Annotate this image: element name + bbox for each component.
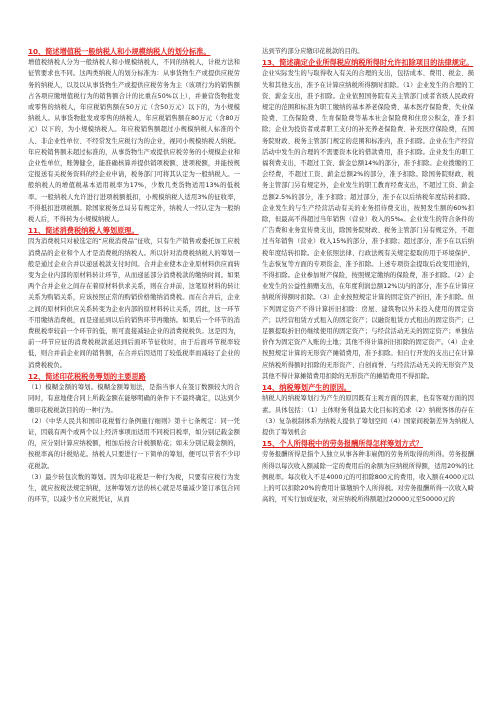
section-paragraph-12-1: （1）模糊金额的筹划。模糊金额筹划法，是指当事人在签订数额较大的合同时，有意地使合同上所载金额在能够明确的条件下不最终确定，以达到少缴印花税税款目的的一种行为。	[28, 384, 240, 414]
section-heading-15: 15、个人所得税中的劳务报酬所得怎样筹划方式？	[262, 439, 423, 449]
section-heading-12: 12、简述印花税税务筹划的主要思路	[28, 371, 146, 381]
right-column	[262, 46, 474, 686]
section-paragraph-12-3: （3）最少转包次数的筹划。因为印花税是一种行为税，只要有应税行为发生，就应按税法规定纳税，这种筹划方法的核心就是尽量减少签订承包合同的环节，以减少书立应税凭证，从而	[28, 473, 240, 504]
section-heading-13: 13、简述确定企业所得税应纳税所得时允许扣除项目的法律规定。	[262, 58, 474, 68]
section-paragraph-14: 纳税人的纳税筹划行为产生的原因既有主观方面的因素，也有客观方面的因素。具体包括：（1）主体财务利益最大化目标的追求（2）纳税客体的存在（3）复杂税制体系为纳税人提供了筹划空间（4）国家间税制差异为纳税人提供了筹划机会	[262, 395, 474, 436]
document-page	[28, 46, 474, 686]
section-heading-14: 14、纳税筹划产生的原因。	[262, 383, 352, 393]
section-heading-10: 10、简述增值税一般纳税人和小规模纳税人的划分标准。	[28, 47, 211, 56]
section-heading-11: 11、简述消费税纳税人筹划原理。	[28, 226, 139, 236]
right-column-content	[262, 46, 474, 505]
section-paragraph-13: 企业实际发生的与取得收入有关的合理的支出，包括成本、费用、税金、损失和其他支出，准予在计算应纳税所得额时扣除。（1）企业发生的合理的工资、薪金支出，准予扣除。企业依照国务院有关主管部门或者省级人民政府规定的范围和标准为职工缴纳的基本养老保险费、基本医疗保险费、失业保险费、工伤保险费、生育保险费等基本社会保险费和住房公积金，准予扣除；企业为投资者或者职工支付的补充养老保险费、补充医疗保险费，在国务院财政、税务主管部门规定的范围和标准内，准予扣除。企业在生产经营活动中发生的合理的不需要资本化的借款费用，准予扣除。企业发生的职工福利费支出，不超过工资、薪金总额14%的部分，准予扣除。企业拨缴的工会经费，不超过工资、薪金总额2%的部分，准予扣除。除国务院财政、税务主管部门另有规定外，企业发生的职工教育经费支出，不超过工资、薪金总额2.5%的部分，准予扣除；超过部分，准予在以后纳税年度结转扣除。企业发生的与生产经营活动有关的业务招待费支出，按照发生额的60%扣除，但最高不得超过当年销售（营业）收入的5‰。企业发生的符合条件的广告费和业务宣传费支出，除国务院财政、税务主管部门另有规定外，不超过当年销售（营业）收入15%的部分，准予扣除；超过部分，准予在以后纳税年度结转扣除。企业依照法律、行政法规有关规定提取的用于环境保护、生态恢复等方面的专项资金，准予扣除。上述专项资金提取后改变用途的，不得扣除。企业参加财产保险，按照规定缴纳的保险费，准予扣除。（2）企业发生的公益性捐赠支出，在年度利润总额12%以内的部分，准予在计算应纳税所得额时扣除。（3）企业按照规定计算的固定资产折旧，准予扣除。但下列固定资产不得计算折旧扣除：房屋、建筑物以外未投入使用的固定资产；以经营租赁方式租入的固定资产；以融资租赁方式租出的固定资产；已足额提取折旧仍继续使用的固定资产；与经营活动无关的固定资产；单独估价作为固定资产入账的土地；其他不得计算折旧扣除的固定资产。（4）企业按照规定计算的无形资产摊销费用，准予扣除。但自行开发的支出已在计算应纳税所得额时扣除的无形资产、自创商誉、与经营活动无关的无形资产及其他不得计算摊销费用扣除的无形资产的摊销费用不得扣除。	[262, 70, 474, 380]
left-column-content	[28, 46, 240, 505]
continued-paragraph-12: 达到节约部分应缴印花税款的目的。	[262, 48, 364, 55]
section-paragraph-12-2: （2）《中华人民共和国印花税暂行条例施行细则》第十七条规定：同一凭证，因载有两个或两个以上经济事项而适用不同税目税率，如分别记载金额的，应分别计算应纳税额，相加后按合计税额贴花；如未分别记载金额的，按税率高的计税贴花。纳税人只要进行一下简单的筹划，便可以节省不少印花税款。	[28, 417, 240, 470]
section-paragraph-10: 增值税纳税人分为一般纳税人和小规模纳税人，不同的纳税人，计税方法和征管要求也不同。这两类纳税人的划分标准为：从事货物生产或提供应税劳务的纳税人，以及以从事货物生产或提供应税劳务为主（该项行为的销售额占各项应缴增值税行为的销售额合计的比重在50%以上），并兼营货物批发或零售的纳税人，年应税销售额在50万元（含50万元）以下的，为小规模纳税人。从事货物批发或零售的纳税人，年应税销售额在80万元（含80万元）以下的，为小规模纳税人。年应税销售额超过小规模纳税人标准的个人、非企业性单位、不经常发生应税行为的企业，视同小规模纳税人纳税。年应税销售额未超过标准的，从事货物生产或提供应税劳务的小规模企业和企业性单位，账簿健全，能准确核算并提供销项税额、进项税额，并能按规定报送有关税务资料的经企业申请，税务部门可将其认定为一般纳税人。一般纳税人的增值税基本适用税率为17%，少数几类货物适用13%的低税率。一般纳税人允许进行进项税额抵扣，小规模纳税人适用3%的征收率，不得抵扣进项税额。除国家税务总局另有规定外，纳税人一经认定为一般纳税人后，不得转为小规模纳税人。	[28, 59, 240, 224]
left-column	[28, 46, 248, 686]
section-paragraph-11: 因为消费税只对被选定的“应税消费品”征收，只有生产销售或委托加工应税消费品的企业和个人才是消费税的纳税人。所以针对消费税纳税人的筹划一般是通过企业合并以递延税款支付时间。合并企业使本企业原材料供应商转变为企业内部的原材料转让环节，从而递延部分消费税款的缴纳时间。如果两个合并企业之间存在着原材料供求关系，则在合并前，这笔原材料的转让关系为购销关系，应该按照正常的购销价格缴纳消费税。而在合并后，企业之间的原材料供应关系转变为企业内部的原材料转让关系，因此，这一环节不用缴纳消费税，而是递延到以后的销售环节再缴纳。如果后一个环节的消费税税率较前一个环节的低，则可直接减轻企业的消费税税负。这是因为，前一环节应征的消费税税款延迟到后面环节征收时，由于后面环节税率较低，则合并前企业间的销售额，在合并后因适用了较低税率而减轻了企业的消费税税负。	[28, 238, 240, 369]
section-paragraph-15: 劳务报酬所得是指个人独立从事各种非雇佣的劳务所取得的所得。劳务报酬所得以每次收入额减除一定的费用后的余额为应纳税所得额，适用20%的比例税率。每次收入不足4000元的可扣除800元的费用，收入额在4000元以上的可以扣除20%的费用计算缴纳个人所得税。对劳务报酬所得一次收入畸高的，可实行加成征收，对应纳税所得额超过20000元至50000元的	[262, 451, 474, 504]
